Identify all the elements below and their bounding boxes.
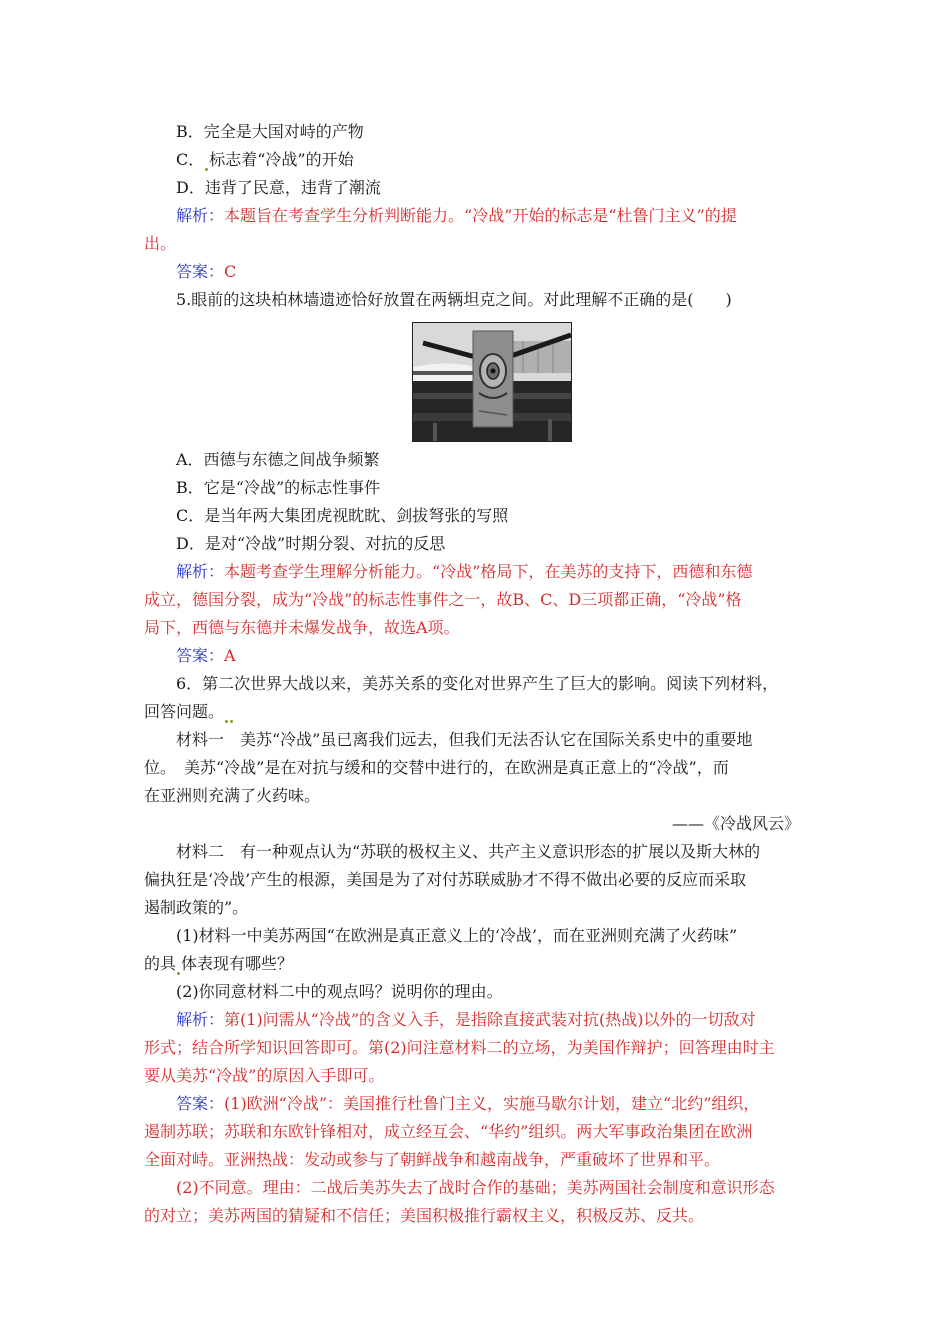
q4-answer-label: 答案： bbox=[176, 262, 225, 281]
q5-analysis-line1 bbox=[176, 561, 752, 583]
q5-analysis-line3: 局下，西德与东德并未爆发战争，故选A项。 bbox=[144, 618, 460, 637]
q6-sub1-line1: (1)材料一中美苏两国“在欧洲是真正意义上的‘冷战’，而在亚洲则充满了火药味” bbox=[176, 926, 738, 945]
q6-sub1-line2a: 的具 bbox=[144, 954, 177, 973]
q5-option-d: D．是对“冷战”时期分裂、对抗的反思 bbox=[176, 534, 446, 553]
q5-answer-label: 答案： bbox=[176, 646, 225, 665]
q5-answer bbox=[176, 645, 236, 667]
mark-dot bbox=[205, 168, 208, 171]
q5-stem: 5.眼前的这块柏林墙遗迹恰好放置在两辆坦克之间。对此理解不正确的是( ) bbox=[176, 290, 732, 309]
q6-answer-text: (1)欧洲“冷战”：美国推行杜鲁门主义，实施马歇尔计划，建立“北约”组织， bbox=[224, 1094, 760, 1113]
q4-analysis-line1 bbox=[176, 205, 737, 227]
q4-answer-value: C bbox=[224, 262, 237, 281]
q6-answer-line2: 遏制苏联；苏联和东欧针锋相对，成立经互会、“华约”组织。两大军事政治集团在欧洲 bbox=[144, 1122, 753, 1141]
q6-material2-line3: 遏制政策的”。 bbox=[144, 898, 249, 917]
q6-analysis-line1 bbox=[176, 1009, 756, 1031]
q4-option-b: B．完全是大国对峙的产物 bbox=[176, 122, 364, 141]
q4-option-d: D．违背了民意，违背了潮流 bbox=[176, 178, 381, 197]
mark-dot bbox=[225, 720, 228, 723]
q5-answer-value: A bbox=[224, 646, 236, 665]
q6-analysis-label: 解析： bbox=[176, 1010, 225, 1029]
q4-analysis-line2: 出。 bbox=[144, 234, 177, 253]
q6-material2-line1: 材料二 有一种观点认为“苏联的极权主义、共产主义意识形态的扩展以及斯大林的 bbox=[176, 842, 761, 861]
q6-material1-line1: 材料一 美苏“冷战”虽已离我们远去，但我们无法否认它在国际关系史中的重要地 bbox=[176, 730, 753, 749]
q6-stem-line1: 6．第二次世界大战以来，美苏关系的变化对世界产生了巨大的影响。阅读下列材料， bbox=[176, 674, 779, 693]
q4-analysis-label: 解析： bbox=[176, 206, 225, 225]
mark-dot bbox=[177, 972, 180, 975]
berlin-wall-image bbox=[413, 323, 571, 441]
q4-option-c-prefix: C． bbox=[176, 150, 205, 169]
q4-option-c bbox=[176, 149, 354, 171]
q4-option-c-text: 标志着“冷战”的开始 bbox=[209, 150, 354, 169]
q6-answer-line3: 全面对峙。亚洲热战：发动或参与了朝鲜战争和越南战争，严重破坏了世界和平。 bbox=[144, 1150, 721, 1169]
q6-material1-line2: 位。 美苏“冷战”是在对抗与缓和的交替中进行的，在欧洲是真正意上的“冷战”，而 bbox=[144, 758, 729, 777]
q5-analysis-label: 解析： bbox=[176, 562, 225, 581]
q6-sub1-line2 bbox=[144, 953, 293, 975]
q6-analysis-text: 第(1)问需从“冷战”的含义入手，是指除直接武装对抗(热战)以外的一切敌对 bbox=[224, 1010, 756, 1029]
q6-answer-line4: (2)不同意。理由：二战后美苏失去了战时合作的基础；美苏两国社会制度和意识形态 bbox=[176, 1178, 775, 1197]
q5-option-a: A．西德与东德之间战争频繁 bbox=[176, 450, 380, 469]
q5-analysis-text: 本题考查学生理解分析能力。“冷战”格局下，在美苏的支持下，西德和东德 bbox=[224, 562, 753, 581]
q6-material1-source: ——《冷战风云》 bbox=[671, 814, 800, 833]
mark-dot bbox=[230, 720, 233, 723]
berlin-wall-photo bbox=[412, 322, 572, 442]
q6-material2-line2: 偏执狂是‘冷战’产生的根源，美国是为了对付苏联威胁才不得不做出必要的反应而采取 bbox=[144, 870, 747, 889]
q4-analysis-text: 本题旨在考查学生分析判断能力。“冷战”开始的标志是“杜鲁门主义”的提 bbox=[224, 206, 737, 225]
q6-stem-line2-text: 回答问题。 bbox=[144, 702, 225, 721]
q6-analysis-line3: 要从美苏“冷战”的原因入手即可。 bbox=[144, 1066, 385, 1085]
q6-answer-line1 bbox=[176, 1093, 759, 1115]
q6-answer-label: 答案： bbox=[176, 1094, 225, 1113]
q5-option-c: C．是当年两大集团虎视眈眈、剑拔弩张的写照 bbox=[176, 506, 509, 525]
q5-analysis-line2: 成立，德国分裂，成为“冷战”的标志性事件之一，故B、C、D三项都正确，“冷战”格 bbox=[144, 590, 742, 609]
q6-material1-line3: 在亚洲则充满了火药味。 bbox=[144, 786, 321, 805]
q5-option-b: B．它是“冷战”的标志性事件 bbox=[176, 478, 381, 497]
q6-sub2: (2)你同意材料二中的观点吗？说明你的理由。 bbox=[176, 982, 503, 1001]
q6-stem-line2 bbox=[144, 701, 234, 723]
q6-sub1-line2b: 体表现有哪些？ bbox=[181, 954, 294, 973]
q6-analysis-line2: 形式；结合所学知识回答即可。第(2)问注意材料二的立场，为美国作辩护；回答理由时主 bbox=[144, 1038, 775, 1057]
q4-answer bbox=[176, 261, 236, 283]
q6-answer-line5: 的对立；美苏两国的猜疑和不信任；美国积极推行霸权主义，积极反苏、反共。 bbox=[144, 1206, 705, 1225]
